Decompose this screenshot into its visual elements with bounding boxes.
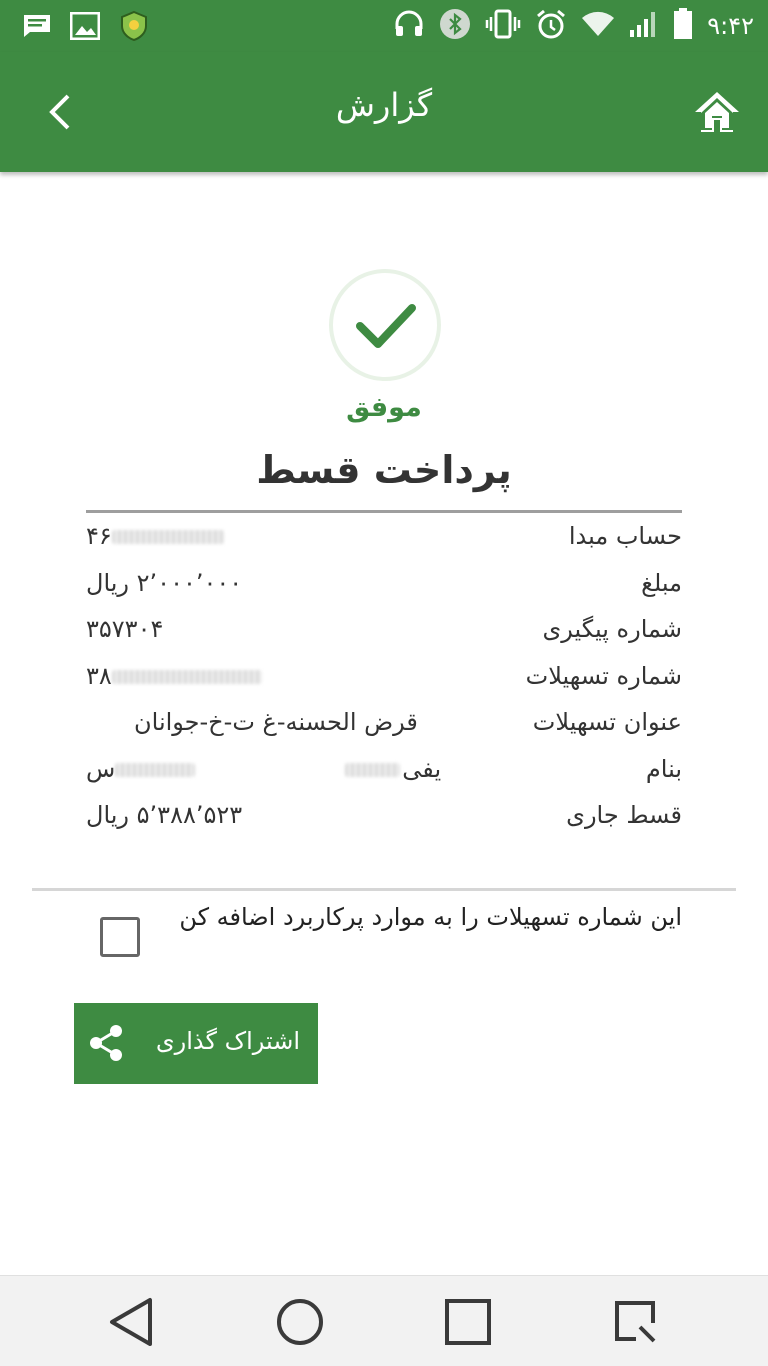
detail-value: ۵٬۳۸۸٬۵۲۳ ریال bbox=[86, 801, 243, 829]
detail-label: شماره تسهیلات bbox=[525, 661, 682, 690]
add-to-favorites-option[interactable] bbox=[32, 895, 682, 985]
favorite-option-label: این شماره تسهیلات را به موارد پرکاربرد اضافه کن bbox=[179, 903, 682, 931]
headset-icon bbox=[393, 9, 425, 43]
battery-icon bbox=[673, 8, 693, 44]
back-triangle-icon bbox=[104, 1294, 160, 1350]
share-icon bbox=[86, 1023, 126, 1063]
masked-value bbox=[112, 530, 224, 544]
image-icon bbox=[70, 12, 100, 44]
section-divider bbox=[32, 888, 736, 891]
detail-value: ۳۸ bbox=[86, 662, 262, 690]
title-divider bbox=[86, 510, 682, 513]
share-button-label: اشتراک گذاری bbox=[155, 1027, 300, 1055]
recents-square-icon bbox=[440, 1294, 496, 1350]
signal-icon bbox=[629, 10, 659, 42]
nav-capture-button[interactable] bbox=[608, 1294, 664, 1350]
detail-label: قسط جاری bbox=[566, 801, 682, 829]
status-label: موفق bbox=[346, 392, 422, 423]
nav-recents-button[interactable] bbox=[440, 1294, 496, 1350]
detail-value: ۴۶ bbox=[86, 522, 224, 550]
capture-icon bbox=[608, 1294, 664, 1350]
message-icon bbox=[22, 13, 52, 43]
detail-value: ۲٬۰۰۰٬۰۰۰ ریال bbox=[86, 568, 243, 597]
masked-value bbox=[112, 670, 262, 684]
shield-app-icon bbox=[118, 10, 150, 46]
masked-value bbox=[345, 763, 400, 777]
bluetooth-icon bbox=[439, 8, 471, 44]
nav-back-button[interactable] bbox=[104, 1294, 160, 1350]
detail-row-name bbox=[86, 747, 682, 794]
transaction-title: پرداخت قسط bbox=[256, 448, 512, 492]
vibrate-icon bbox=[485, 9, 521, 43]
status-time: ۹:۴۲ bbox=[707, 12, 754, 40]
success-icon bbox=[328, 268, 442, 382]
detail-label: شماره پیگیری bbox=[542, 615, 682, 643]
page-title: گزارش bbox=[335, 86, 433, 124]
detail-label: عنوان تسهیلات bbox=[532, 708, 682, 736]
wifi-icon bbox=[581, 10, 615, 42]
detail-label: بنام bbox=[645, 754, 682, 783]
details-list bbox=[86, 514, 682, 840]
home-button[interactable] bbox=[692, 88, 742, 136]
favorite-checkbox[interactable] bbox=[100, 917, 140, 957]
status-bar bbox=[0, 0, 768, 52]
detail-value: یفیس bbox=[86, 754, 442, 783]
detail-value: ۳۵۷۳۰۴ bbox=[86, 615, 164, 643]
detail-label: مبلغ bbox=[641, 568, 682, 597]
detail-row-tracking-number bbox=[86, 607, 682, 654]
detail-row-facility-number bbox=[86, 654, 682, 701]
detail-label: حساب مبدا bbox=[568, 522, 682, 550]
home-icon bbox=[692, 88, 742, 136]
share-button[interactable] bbox=[74, 1003, 318, 1084]
detail-row-facility-title bbox=[86, 700, 682, 747]
detail-row-amount bbox=[86, 561, 682, 608]
app-bar bbox=[0, 52, 768, 172]
nav-home-button[interactable] bbox=[272, 1294, 328, 1350]
alarm-icon bbox=[535, 8, 567, 44]
masked-value bbox=[115, 763, 195, 777]
detail-row-source-account bbox=[86, 514, 682, 561]
system-nav-bar bbox=[0, 1275, 768, 1366]
detail-value: قرض الحسنه-غ ت-خ-جوانان bbox=[134, 708, 418, 736]
detail-row-current-installment bbox=[86, 793, 682, 840]
home-circle-icon bbox=[272, 1294, 328, 1350]
